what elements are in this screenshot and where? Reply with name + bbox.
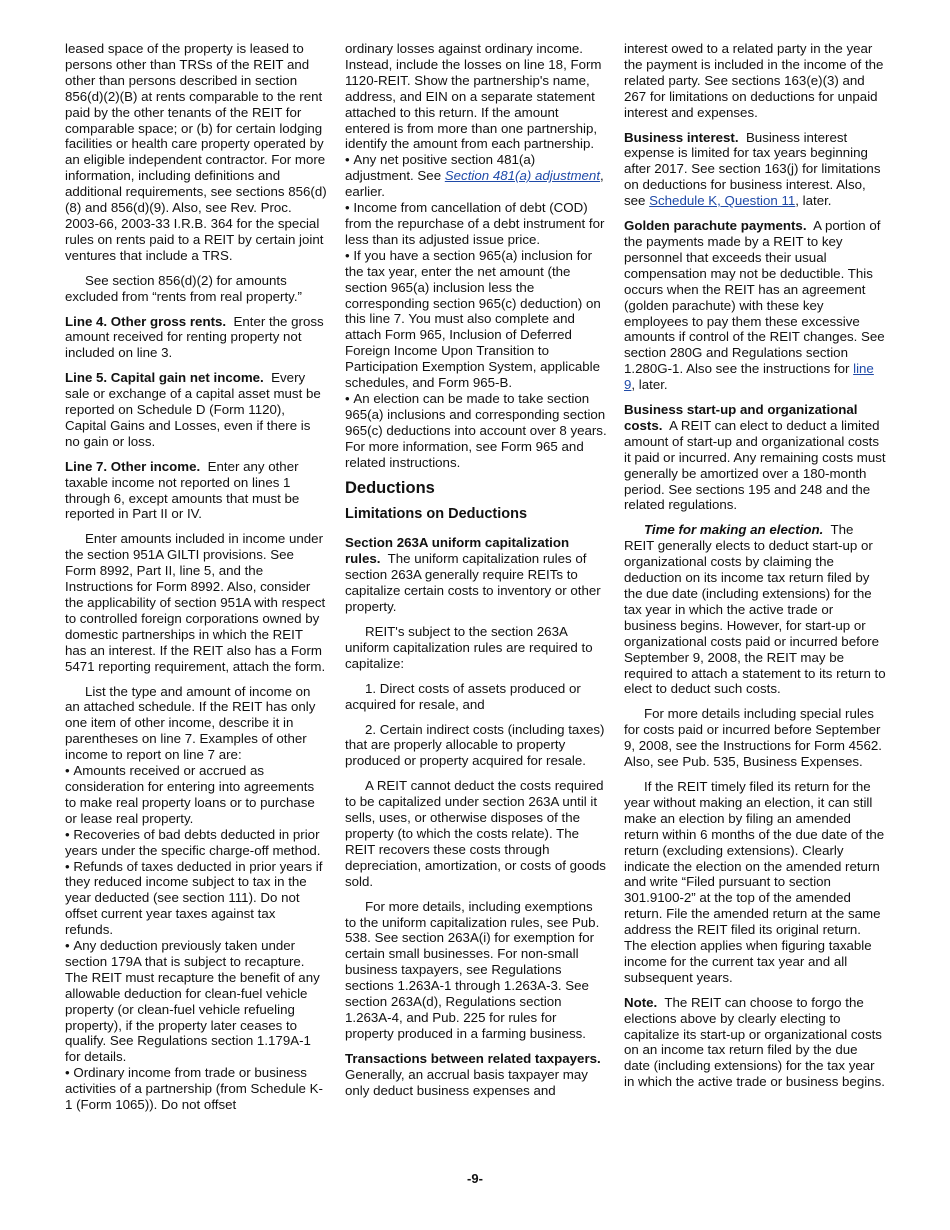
column-right: [624, 41, 886, 1099]
bullet-item: • Any net positive section 481(a) adjustment. See Section 481(a) adjustment, earlier.: [345, 152, 607, 200]
time-for-election-paragraph: Time for making an election. The REIT generally elects to deduct start-up or organizational costs by claiming the deduction on its income tax return filed by the due date (including extensions) for the tax year in which the active trade or business begins. However, for start-up or organizational costs paid or incurred before September 9, 2008, the REIT may be required to attach a statement to its return to elect to deduct such costs.: [624, 522, 886, 697]
numbered-item: 1. Direct costs of assets produced or acquired for resale, and: [345, 680, 581, 712]
paragraph: List the type and amount of income on an attached schedule. If the REIT has only one item of other income, describe it in parentheses on line 7. Examples of other income to report on line 7 are:: [65, 683, 316, 763]
paragraph: interest owed to a related party in the year the payment is included in the income of the related party. See sections 163(e)(3) and 267 for limitations on deductions for unpaid interest and expenses.: [624, 41, 884, 120]
column-left: [65, 41, 327, 1113]
paragraph: For more details, including exemptions to the uniform capitalization rules, see Pub. 538. See section 263A(i) for exemption for certain small businesses. For non-small business taxpayers, see Regulations sections 1.263A-1 through 1.263A-3. See section 263A(d), Regulations section 1.263A-4, and Pub. 225 for rules for property produced in a farming business.: [345, 898, 600, 1041]
bullet-item: • Refunds of taxes deducted in prior years if they reduced income subject to tax in the year deducted (see section 111). Do not offset current year taxes against tax refunds.: [65, 859, 327, 939]
transactions-paragraph: Transactions between related taxpayers. Generally, an accrual basis taxpayer may only deduct business expenses and: [345, 1050, 601, 1098]
section-263a-paragraph: Section 263A uniform capitalization rules. The uniform capitalization rules of section 263A generally require REITs to capitalize certain costs to inventory or other property.: [345, 535, 601, 615]
deductions-heading: Deductions: [345, 479, 435, 498]
line4-heading: Line 4. Other gross rents.: [65, 313, 227, 329]
bullet-item: • Amounts received or accrued as consideration for entering into agreements to make real property loans or to purchase or lease real property.: [65, 763, 327, 827]
bullet-item: • Ordinary income from trade or business activities of a partnership (from Schedule K-1 (Form 1065)). Do not offset: [65, 1065, 327, 1113]
paragraph: ordinary losses against ordinary income. Instead, include the losses on line 18, Form 1120-REIT. Show the partnership's name, address, and EIN on a separate statement attached to this return. If the amount entered is from more than one partnership, identify the amount from each partnership.: [345, 41, 602, 152]
section-481a-link[interactable]: Section 481(a) adjustment: [444, 168, 601, 184]
line7-heading: Line 7. Other income.: [65, 458, 201, 474]
business-interest-paragraph: Business interest. Business interest expense is limited for tax years beginning after 2017. See section 163(j) for limitations on deductions for business interest. Also, see Schedule K, Question 11, later.: [624, 129, 881, 209]
paragraph: Enter amounts included in income under the section 951A GILTI provisions. See Form 8992, Part II, line 5, and the Instructions for Form 8992. Also, consider the applicability of section 951A with respect to controlled foreign corporations owned by domestic partnerships in which the REIT has an interest. If the REIT also has a Form 5471 reporting requirement, attach the form.: [65, 531, 326, 674]
line4-paragraph: Line 4. Other gross rents. Enter the gross amount received for renting property not included on line 3.: [65, 313, 324, 361]
numbered-item: 2. Certain indirect costs (including taxes) that are properly allocable to property produced or property acquired for resale.: [345, 721, 605, 769]
paragraph: See section 856(d)(2) for amounts excluded from “rents from real property.”: [65, 272, 302, 304]
paragraph: For more details including special rules for costs paid or incurred before September 9, 2008, see the Instructions for Form 4562. Also, see Pub. 535, Business Expenses.: [624, 706, 882, 770]
note-paragraph: Note. The REIT can choose to forgo the elections above by clearly electing to capitalize its start-up or organizational costs on an income tax return filed by the due date (including extensions) for the tax year in which the active trade or business begins.: [624, 994, 885, 1090]
page-number: -9-: [467, 1171, 483, 1186]
bullet-item: • Recoveries of bad debts deducted in prior years under the specific charge-off method.: [65, 827, 327, 859]
line7-paragraph: Line 7. Other income. Enter any other taxable income not reported on lines 1 through 6, except amounts that must be reported in Part II or IV.: [65, 458, 300, 522]
limitations-heading: Limitations on Deductions: [345, 506, 528, 523]
bullet-item: • An election can be made to take section 965(a) inclusions and corresponding section 965(c) deductions into account over 8 years. For more information, see Form 965 and related instructions.: [345, 391, 607, 471]
schedule-k-question-11-link[interactable]: Schedule K, Question 11: [649, 193, 796, 209]
paragraph: If the REIT timely filed its return for the year without making an election, it can still make an election by filing an amended return within 6 months of the due date of the return (excluding extensions). Clearly indicate the election on the amended return and write “Filed pursuant to section 301.9100-2” at the top of the amended return. File the amended return at the same address the REIT filed its original return. The election applies when figuring taxable income for the current tax year and all subsequent years.: [624, 778, 885, 985]
paragraph: A REIT cannot deduct the costs required to be capitalized under section 263A until it sells, uses, or otherwise disposes of the property (to which the costs relate). The REIT recovers these costs through depreciation, amortization, or costs of goods sold.: [345, 778, 606, 889]
bullet-item: • Income from cancellation of debt (COD) from the repurchase of a debt instrument for less than its adjusted issue price.: [345, 200, 607, 248]
paragraph: leased space of the property is leased to persons other than TRSs of the REIT and other than persons described in section 856(d)(2)(B) at rents comparable to the rent paid by the other tenants of the REIT for comparable space; or (b) for certain lodging facilities or health care property operated by an eligible independent contractor. For more information, including definitions and additional requirements, see sections 856(d)(8) and 856(d)(9). Also, see Rev. Proc. 2003-66, 2003-33 I.R.B. 364 for the special rules on rents paid to a REIT by certain joint ventures that include a TRS.: [65, 41, 327, 263]
line5-heading: Line 5. Capital gain net income.: [65, 370, 264, 386]
business-startup-paragraph: Business start-up and organizational costs. A REIT can elect to deduct a limited amount of start-up and organizational costs it paid or incurred. Any remaining costs must generally be amortized over a 180-month period. See sections 195 and 248 and the related regulations.: [624, 402, 886, 513]
column-middle: [345, 41, 607, 1107]
line5-paragraph: Line 5. Capital gain net income. Every sale or exchange of a capital asset must be reported on Schedule D (Form 1120), Capital Gains and Losses, even if there is no gain or loss.: [65, 370, 321, 449]
golden-parachute-paragraph: Golden parachute payments. A portion of the payments made by a REIT to key personnel that exceeds their usual compensation may not be deductible. This occurs when the REIT has an agreement (golden parachute) with these key employees to pay them these excessive amounts if control of the REIT changes. See section 280G and Regulations section 1.280G-1. Also see the instructions for line 9, later.: [624, 218, 885, 393]
bullet-item: • If you have a section 965(a) inclusion for the tax year, enter the net amount (the section 965(a) inclusion less the corresponding section 965(c) deduction) on this line 7. You must also complete and attach Form 965, Inclusion of Deferred Foreign Income Upon Transition to Participation Exemption System, applicable schedules, and Form 965-B.: [345, 248, 607, 391]
bullet-item: • Any deduction previously taken under section 179A that is subject to recapture. The REIT must recapture the benefit of any allowable deduction for clean-fuel vehicle property (or clean-fuel vehicle refueling property), if the property later ceases to qualify. See Regulations section 1.179A-1 for details.: [65, 938, 327, 1065]
line-9-link[interactable]: line 9: [624, 361, 874, 393]
paragraph: REIT's subject to the section 263A uniform capitalization rules are required to capitalize:: [345, 624, 593, 671]
